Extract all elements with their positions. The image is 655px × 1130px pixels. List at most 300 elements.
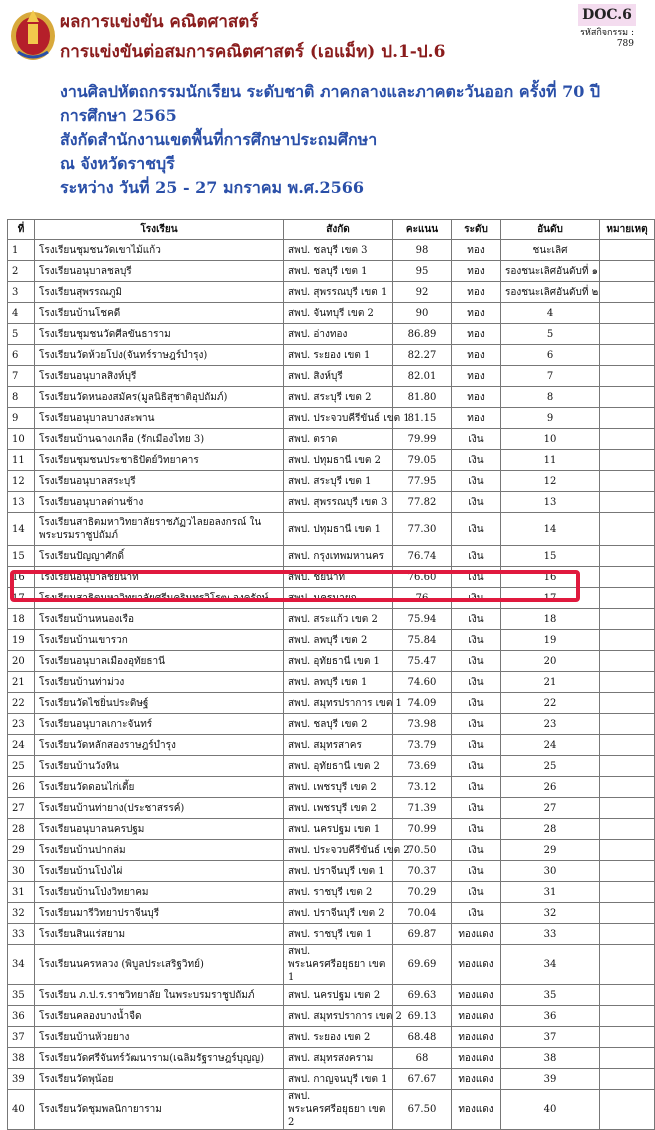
- cell-note: [600, 513, 655, 546]
- table-row: [8, 408, 655, 429]
- cell-area: สพป. กาญจนบุรี เขต 1: [284, 1069, 393, 1090]
- cell-no: 9: [8, 408, 35, 429]
- cell-school: โรงเรียนชุมชนวัดศีลขันธาราม: [35, 324, 284, 345]
- cell-score: 82.27: [393, 345, 452, 366]
- cell-score: 68.48: [393, 1027, 452, 1048]
- cell-school: โรงเรียนวัดหลักสองราษฎร์บำรุง: [35, 735, 284, 756]
- cell-school: โรงเรียนสินแร่สยาม: [35, 924, 284, 945]
- cell-score: 81.80: [393, 387, 452, 408]
- cell-rank: 8: [501, 387, 600, 408]
- highlight-box: [10, 570, 580, 602]
- table-row: [8, 777, 655, 798]
- cell-score: 74.60: [393, 672, 452, 693]
- cell-school: โรงเรียนชุมชนวัดเขาไม้แก้ว: [35, 240, 284, 261]
- table-row: [8, 651, 655, 672]
- table-row: [8, 756, 655, 777]
- cell-note: [600, 861, 655, 882]
- cell-score: 69.87: [393, 924, 452, 945]
- cell-score: 75.47: [393, 651, 452, 672]
- cell-level: ทอง: [452, 240, 501, 261]
- cell-no: 25: [8, 756, 35, 777]
- cell-rank: 29: [501, 840, 600, 861]
- cell-level: เงิน: [452, 492, 501, 513]
- cell-score: 67.50: [393, 1090, 452, 1130]
- cell-school: โรงเรียนคลองบางน้ำจืด: [35, 1006, 284, 1027]
- cell-no: 26: [8, 777, 35, 798]
- cell-rank: 7: [501, 366, 600, 387]
- cell-note: [600, 567, 655, 588]
- cell-rank: 25: [501, 756, 600, 777]
- cell-level: ทอง: [452, 324, 501, 345]
- cell-note: [600, 945, 655, 985]
- cell-rank: 30: [501, 861, 600, 882]
- cell-level: เงิน: [452, 630, 501, 651]
- cell-school: โรงเรียนวัดชุมพลนิกายาราม: [35, 1090, 284, 1130]
- cell-rank: 11: [501, 450, 600, 471]
- cell-school: โรงเรียนสาธิตมหาวิทยาลัยราชภัฏวไลยอลงกรณ์ ในพระบรมราชูปถัมภ์: [35, 513, 284, 546]
- cell-note: [600, 924, 655, 945]
- table-row: [8, 450, 655, 471]
- cell-score: 79.99: [393, 429, 452, 450]
- cell-no: 19: [8, 630, 35, 651]
- cell-area: สพป. ราชบุรี เขต 1: [284, 924, 393, 945]
- table-row: [8, 513, 655, 546]
- cell-note: [600, 882, 655, 903]
- table-row: [8, 1069, 655, 1090]
- col-header-area: สังกัด: [284, 220, 393, 240]
- cell-area: สพป. สุพรรณบุรี เขต 1: [284, 282, 393, 303]
- cell-note: [600, 324, 655, 345]
- cell-school: โรงเรียนสุพรรณภูมิ: [35, 282, 284, 303]
- cell-note: [600, 672, 655, 693]
- cell-level: เงิน: [452, 798, 501, 819]
- cell-note: [600, 366, 655, 387]
- cell-score: 69.63: [393, 985, 452, 1006]
- cell-rank: 24: [501, 735, 600, 756]
- cell-rank: 19: [501, 630, 600, 651]
- table-row: [8, 546, 655, 567]
- cell-no: 31: [8, 882, 35, 903]
- cell-level: เงิน: [452, 588, 501, 609]
- activity-code-label: รหัสกิจกรรม :: [580, 28, 634, 38]
- cell-level: เงิน: [452, 819, 501, 840]
- cell-no: 22: [8, 693, 35, 714]
- cell-no: 11: [8, 450, 35, 471]
- cell-area: สพป. ระยอง เขต 2: [284, 1027, 393, 1048]
- table-row: [8, 345, 655, 366]
- cell-score: 70.04: [393, 903, 452, 924]
- cell-score: 77.95: [393, 471, 452, 492]
- cell-rank: 5: [501, 324, 600, 345]
- cell-school: โรงเรียนอนุบาลเมืองอุทัยธานี: [35, 651, 284, 672]
- cell-school: โรงเรียนวัดพุน้อย: [35, 1069, 284, 1090]
- cell-no: 16: [8, 567, 35, 588]
- cell-school: โรงเรียนอนุบาลบางสะพาน: [35, 408, 284, 429]
- cell-score: 73.12: [393, 777, 452, 798]
- event-line-3: สังกัดสำนักงานเขตพื้นที่การศึกษาประถมศึกษา: [60, 130, 378, 149]
- table-header-row: [8, 220, 655, 240]
- cell-area: สพป. อุทัยธานี เขต 1: [284, 651, 393, 672]
- table-row: [8, 471, 655, 492]
- cell-level: เงิน: [452, 840, 501, 861]
- cell-level: เงิน: [452, 756, 501, 777]
- cell-score: 76.74: [393, 546, 452, 567]
- cell-level: เงิน: [452, 513, 501, 546]
- table-row: [8, 324, 655, 345]
- cell-note: [600, 903, 655, 924]
- cell-note: [600, 985, 655, 1006]
- cell-school: โรงเรียนบ้านโชคดี: [35, 303, 284, 324]
- cell-note: [600, 471, 655, 492]
- cell-school: โรงเรียนบ้านหนองเรือ: [35, 609, 284, 630]
- cell-level: เงิน: [452, 714, 501, 735]
- cell-no: 10: [8, 429, 35, 450]
- cell-school: โรงเรียนนครหลวง (พิบูลประเสริฐวิทย์): [35, 945, 284, 985]
- cell-rank: 23: [501, 714, 600, 735]
- col-header-level: ระดับ: [452, 220, 501, 240]
- cell-score: 70.29: [393, 882, 452, 903]
- table-row: [8, 672, 655, 693]
- cell-level: เงิน: [452, 693, 501, 714]
- cell-level: เงิน: [452, 882, 501, 903]
- cell-note: [600, 714, 655, 735]
- cell-level: ทอง: [452, 282, 501, 303]
- event-line-4: ณ จังหวัดราชบุรี: [60, 154, 175, 173]
- cell-no: 32: [8, 903, 35, 924]
- table-row: [8, 861, 655, 882]
- cell-rank: 32: [501, 903, 600, 924]
- table-row: [8, 240, 655, 261]
- cell-school: โรงเรียน ภ.ป.ร.ราชวิทยาลัย ในพระบรมราชูปถัมภ์: [35, 985, 284, 1006]
- cell-note: [600, 261, 655, 282]
- cell-rank: 36: [501, 1006, 600, 1027]
- cell-area: สพป. สมุทรสงคราม: [284, 1048, 393, 1069]
- cell-level: เงิน: [452, 672, 501, 693]
- cell-area: สพป. พระนครศรีอยุธยา เขต 2: [284, 1090, 393, 1130]
- cell-rank: ชนะเลิศ: [501, 240, 600, 261]
- cell-score: 79.05: [393, 450, 452, 471]
- col-header-note: หมายเหตุ: [600, 220, 655, 240]
- cell-no: 37: [8, 1027, 35, 1048]
- page-header: [0, 0, 640, 70]
- cell-rank: 20: [501, 651, 600, 672]
- cell-area: สพป. จันทบุรี เขต 2: [284, 303, 393, 324]
- cell-level: ทองแดง: [452, 945, 501, 985]
- cell-note: [600, 492, 655, 513]
- col-header-no: ที่: [8, 220, 35, 240]
- cell-no: 23: [8, 714, 35, 735]
- competition-subtitle: การแข่งขันต่อสมการคณิตศาสตร์ (เอแม็ท) ป.1-ป.6: [60, 42, 446, 62]
- cell-score: 90: [393, 303, 452, 324]
- cell-area: สพป. ปราจีนบุรี เขต 1: [284, 861, 393, 882]
- cell-score: 73.79: [393, 735, 452, 756]
- cell-no: 40: [8, 1090, 35, 1130]
- cell-school: โรงเรียนอนุบาลสิงห์บุรี: [35, 366, 284, 387]
- cell-area: สพป. กรุงเทพมหานคร: [284, 546, 393, 567]
- cell-school: โรงเรียนสาธิตมหาวิทยาลัยศรีนครินทรวิโรฒ องครักษ์: [35, 588, 284, 609]
- cell-area: สพป. ลพบุรี เขต 2: [284, 630, 393, 651]
- cell-area: สพป. นครปฐม เขต 1: [284, 819, 393, 840]
- table-row: [8, 903, 655, 924]
- cell-school: โรงเรียนบ้านปากล่ม: [35, 840, 284, 861]
- cell-score: 77.30: [393, 513, 452, 546]
- cell-score: 86.89: [393, 324, 452, 345]
- cell-area: สพป. ปราจีนบุรี เขต 2: [284, 903, 393, 924]
- cell-school: โรงเรียนวัดหนองสมัคร(มูลนิธิสุชาติอุปถัมภ์): [35, 387, 284, 408]
- cell-level: เงิน: [452, 429, 501, 450]
- col-header-school: โรงเรียน: [35, 220, 284, 240]
- cell-rank: 39: [501, 1069, 600, 1090]
- results-table: [7, 219, 655, 1130]
- cell-note: [600, 1069, 655, 1090]
- cell-note: [600, 609, 655, 630]
- cell-area: สพป. ตราด: [284, 429, 393, 450]
- cell-level: เงิน: [452, 777, 501, 798]
- cell-school: โรงเรียนบ้านท่าม่วง: [35, 672, 284, 693]
- cell-area: สพป. สมุทรสาคร: [284, 735, 393, 756]
- cell-area: สพป. อุทัยธานี เขต 2: [284, 756, 393, 777]
- table-row: [8, 609, 655, 630]
- cell-note: [600, 798, 655, 819]
- cell-score: 70.37: [393, 861, 452, 882]
- cell-rank: 35: [501, 985, 600, 1006]
- table-row: [8, 882, 655, 903]
- cell-rank: 15: [501, 546, 600, 567]
- cell-rank: 16: [501, 567, 600, 588]
- cell-no: 4: [8, 303, 35, 324]
- cell-no: 27: [8, 798, 35, 819]
- cell-no: 30: [8, 861, 35, 882]
- cell-note: [600, 450, 655, 471]
- cell-no: 5: [8, 324, 35, 345]
- cell-note: [600, 1090, 655, 1130]
- cell-level: ทอง: [452, 303, 501, 324]
- cell-no: 39: [8, 1069, 35, 1090]
- cell-level: ทอง: [452, 387, 501, 408]
- cell-area: สพป. สมุทรปราการ เขต 1: [284, 693, 393, 714]
- table-row: [8, 1006, 655, 1027]
- cell-rank: รองชนะเลิศอันดับที่ ๑: [501, 261, 600, 282]
- cell-no: 6: [8, 345, 35, 366]
- cell-no: 14: [8, 513, 35, 546]
- cell-school: โรงเรียนวัดศรีจันทร์วัฒนาราม(เฉลิมรัฐราษฎร์บุญญ): [35, 1048, 284, 1069]
- cell-rank: 28: [501, 819, 600, 840]
- cell-score: 74.09: [393, 693, 452, 714]
- cell-rank: 33: [501, 924, 600, 945]
- cell-rank: 17: [501, 588, 600, 609]
- table-row: [8, 735, 655, 756]
- cell-score: 68: [393, 1048, 452, 1069]
- cell-score: 73.69: [393, 756, 452, 777]
- cell-score: 71.39: [393, 798, 452, 819]
- cell-level: ทอง: [452, 408, 501, 429]
- cell-score: 69.69: [393, 945, 452, 985]
- cell-area: สพป. สุพรรณบุรี เขต 3: [284, 492, 393, 513]
- cell-rank: 4: [501, 303, 600, 324]
- cell-rank: 12: [501, 471, 600, 492]
- cell-score: 76: [393, 588, 452, 609]
- cell-note: [600, 1048, 655, 1069]
- cell-note: [600, 282, 655, 303]
- cell-no: 2: [8, 261, 35, 282]
- cell-score: 70.99: [393, 819, 452, 840]
- cell-level: เงิน: [452, 651, 501, 672]
- cell-level: ทองแดง: [452, 924, 501, 945]
- cell-note: [600, 345, 655, 366]
- cell-level: เงิน: [452, 546, 501, 567]
- table-row: [8, 985, 655, 1006]
- cell-no: 34: [8, 945, 35, 985]
- table-row: [8, 492, 655, 513]
- cell-no: 24: [8, 735, 35, 756]
- cell-level: ทอง: [452, 345, 501, 366]
- activity-code-value: 789: [616, 39, 634, 49]
- cell-note: [600, 240, 655, 261]
- cell-score: 81.15: [393, 408, 452, 429]
- cell-note: [600, 840, 655, 861]
- cell-school: โรงเรียนบ้านวังหิน: [35, 756, 284, 777]
- table-row: [8, 819, 655, 840]
- event-line-1: งานศิลปหัตถกรรมนักเรียน ระดับชาติ ภาคกลางและภาคตะวันออก ครั้งที่ 70 ปี: [60, 82, 601, 101]
- cell-school: โรงเรียนบ้านเขารวก: [35, 630, 284, 651]
- cell-no: 3: [8, 282, 35, 303]
- table-row: [8, 261, 655, 282]
- cell-school: โรงเรียนอนุบาลชัยนาท: [35, 567, 284, 588]
- cell-level: เงิน: [452, 609, 501, 630]
- cell-school: โรงเรียนอนุบาลนครปฐม: [35, 819, 284, 840]
- cell-no: 20: [8, 651, 35, 672]
- event-line-5: ระหว่าง วันที่ 25 - 27 มกราคม พ.ศ.2566: [60, 178, 365, 197]
- cell-area: สพป. ลพบุรี เขต 1: [284, 672, 393, 693]
- cell-area: สพป. ชัยนาท: [284, 567, 393, 588]
- cell-note: [600, 630, 655, 651]
- cell-school: โรงเรียนมารีวิทยาปราจีนบุรี: [35, 903, 284, 924]
- cell-note: [600, 1006, 655, 1027]
- cell-level: เงิน: [452, 861, 501, 882]
- cell-note: [600, 777, 655, 798]
- cell-no: 17: [8, 588, 35, 609]
- cell-area: สพป. สระแก้ว เขต 2: [284, 609, 393, 630]
- cell-score: 95: [393, 261, 452, 282]
- cell-level: ทอง: [452, 261, 501, 282]
- cell-school: โรงเรียนอนุบาลชลบุรี: [35, 261, 284, 282]
- cell-note: [600, 387, 655, 408]
- cell-area: สพป. นครนายก: [284, 588, 393, 609]
- cell-school: โรงเรียนบ้านท่ายาง(ประชาสรรค์): [35, 798, 284, 819]
- cell-area: สพป. ชลบุรี เขต 3: [284, 240, 393, 261]
- cell-no: 21: [8, 672, 35, 693]
- cell-no: 38: [8, 1048, 35, 1069]
- cell-area: สพป. ปทุมธานี เขต 1: [284, 513, 393, 546]
- table-row: [8, 840, 655, 861]
- cell-score: 75.94: [393, 609, 452, 630]
- cell-no: 36: [8, 1006, 35, 1027]
- cell-rank: 6: [501, 345, 600, 366]
- cell-note: [600, 651, 655, 672]
- table-row: [8, 387, 655, 408]
- school-emblem-icon: [8, 2, 58, 62]
- cell-note: [600, 588, 655, 609]
- cell-score: 98: [393, 240, 452, 261]
- cell-area: สพป. ปทุมธานี เขต 2: [284, 450, 393, 471]
- cell-level: เงิน: [452, 903, 501, 924]
- cell-score: 82.01: [393, 366, 452, 387]
- cell-area: สพป. นครปฐม เขต 2: [284, 985, 393, 1006]
- cell-area: สพป. สิงห์บุรี: [284, 366, 393, 387]
- cell-note: [600, 303, 655, 324]
- cell-area: สพป. ประจวบคีรีขันธ์ เขต 2: [284, 840, 393, 861]
- table-row: [8, 1027, 655, 1048]
- cell-rank: 40: [501, 1090, 600, 1130]
- table-row: [8, 303, 655, 324]
- activity-code: [580, 28, 634, 50]
- cell-area: สพป. ระยอง เขต 1: [284, 345, 393, 366]
- cell-area: สพป. สมุทรปราการ เขต 2: [284, 1006, 393, 1027]
- event-line-2: การศึกษา 2565: [60, 106, 177, 125]
- cell-note: [600, 408, 655, 429]
- cell-rank: 14: [501, 513, 600, 546]
- cell-school: โรงเรียนอนุบาลเกาะจันทร์: [35, 714, 284, 735]
- cell-rank: 27: [501, 798, 600, 819]
- cell-note: [600, 819, 655, 840]
- cell-score: 76.60: [393, 567, 452, 588]
- cell-area: สพป. เพชรบุรี เขต 2: [284, 777, 393, 798]
- table-row: [8, 798, 655, 819]
- cell-note: [600, 546, 655, 567]
- cell-rank: 37: [501, 1027, 600, 1048]
- table-row: [8, 1048, 655, 1069]
- table-row: [8, 1090, 655, 1130]
- cell-score: 69.13: [393, 1006, 452, 1027]
- cell-area: สพป. สระบุรี เขต 2: [284, 387, 393, 408]
- cell-rank: 18: [501, 609, 600, 630]
- cell-area: สพป. เพชรบุรี เขต 2: [284, 798, 393, 819]
- cell-no: 28: [8, 819, 35, 840]
- cell-no: 33: [8, 924, 35, 945]
- cell-no: 7: [8, 366, 35, 387]
- cell-rank: 31: [501, 882, 600, 903]
- table-row: [8, 630, 655, 651]
- cell-school: โรงเรียนอนุบาลสระบุรี: [35, 471, 284, 492]
- cell-level: เงิน: [452, 567, 501, 588]
- event-info: [60, 80, 620, 200]
- cell-no: 15: [8, 546, 35, 567]
- cell-area: สพป. ชลบุรี เขต 2: [284, 714, 393, 735]
- cell-score: 75.84: [393, 630, 452, 651]
- cell-level: ทอง: [452, 366, 501, 387]
- cell-level: ทองแดง: [452, 1006, 501, 1027]
- cell-note: [600, 693, 655, 714]
- cell-rank: 9: [501, 408, 600, 429]
- cell-area: สพป. อ่างทอง: [284, 324, 393, 345]
- cell-school: โรงเรียนบ้านโป่งไผ่: [35, 861, 284, 882]
- cell-level: เงิน: [452, 735, 501, 756]
- doc-code-badge: DOC.6: [578, 4, 636, 26]
- cell-rank: 38: [501, 1048, 600, 1069]
- cell-level: ทองแดง: [452, 985, 501, 1006]
- cell-level: เงิน: [452, 450, 501, 471]
- page-title: ผลการแข่งขัน คณิตศาสตร์: [60, 12, 259, 32]
- table-row: [8, 945, 655, 985]
- cell-no: 12: [8, 471, 35, 492]
- cell-school: โรงเรียนวัดห้วยโปง(จันทร์ราษฎร์บำรุง): [35, 345, 284, 366]
- cell-score: 70.50: [393, 840, 452, 861]
- table-body: [8, 240, 655, 1130]
- cell-score: 92: [393, 282, 452, 303]
- cell-area: สพป. สระบุรี เขต 1: [284, 471, 393, 492]
- cell-score: 77.82: [393, 492, 452, 513]
- cell-school: โรงเรียนปัญญาศักดิ์: [35, 546, 284, 567]
